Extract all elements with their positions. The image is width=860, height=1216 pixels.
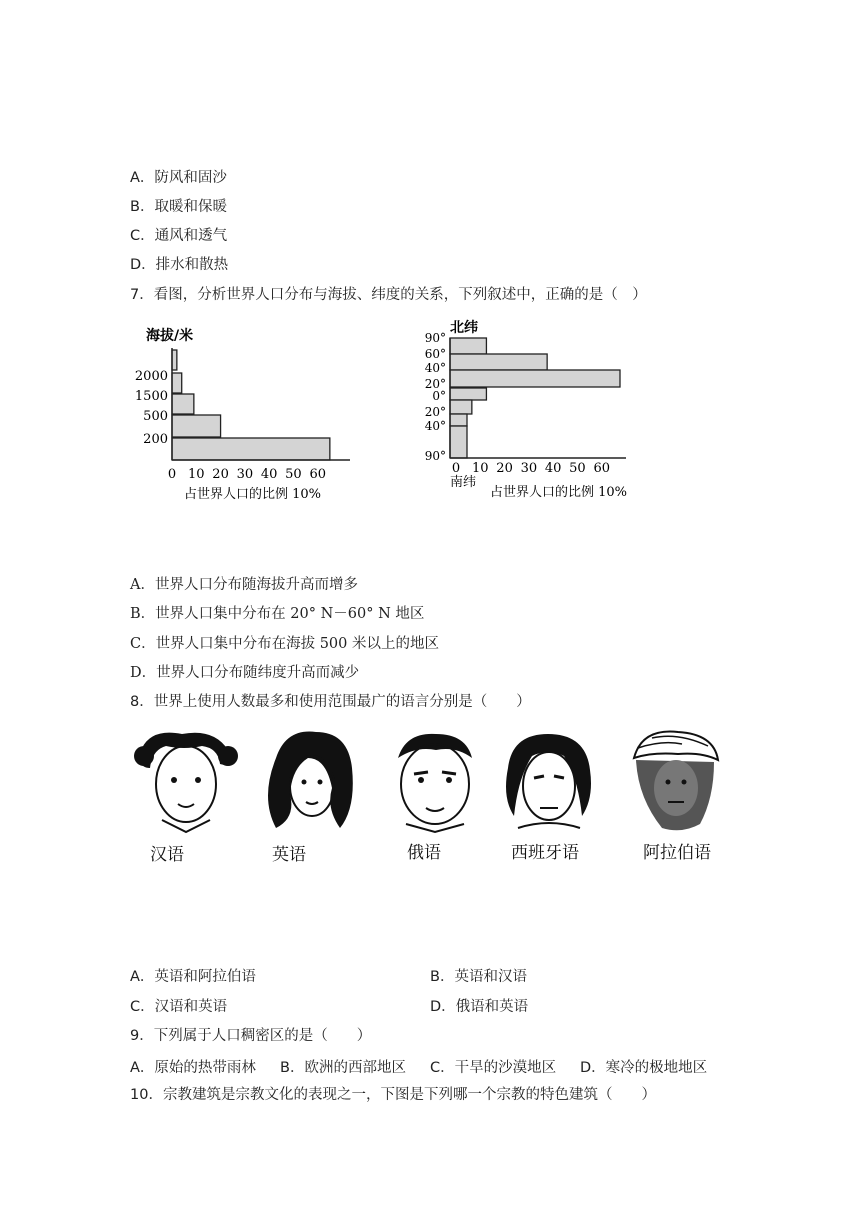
language-portraits xyxy=(126,728,726,836)
language-label-russian: 俄语 xyxy=(407,843,441,863)
latitude-ytick: 40° xyxy=(424,361,446,375)
q8-option-d: D．俄语和英语 xyxy=(430,999,529,1015)
q6-option-c: C．通风和透气 xyxy=(130,228,228,244)
language-label-spanish: 西班牙语 xyxy=(511,843,579,863)
altitude-xtick: 30 xyxy=(236,467,254,482)
portrait-chinese-girl xyxy=(134,733,238,832)
altitude-bar-2 xyxy=(172,394,194,414)
portrait-arab-man xyxy=(634,732,718,831)
q8-option-c: C．汉语和英语 xyxy=(130,999,228,1015)
q9-option-b: B．欧洲的西部地区 xyxy=(280,1060,406,1076)
altitude-tick-1500: 1500 xyxy=(134,389,168,404)
altitude-xtick: 20 xyxy=(212,467,229,482)
latitude-bar-1 xyxy=(450,354,547,370)
q7-option-a: A．世界人口分布随海拔升高而增多 xyxy=(130,577,358,593)
altitude-bar-3 xyxy=(172,415,221,437)
altitude-xtick: 50 xyxy=(285,467,302,482)
altitude-bar-1 xyxy=(172,373,182,393)
latitude-bar-6 xyxy=(450,426,467,458)
altitude-tick-200: 200 xyxy=(143,432,168,447)
altitude-tick-2000: 2000 xyxy=(134,369,168,384)
q6-option-a: A．防风和固沙 xyxy=(130,170,227,186)
latitude-chart-south-label: 南纬 xyxy=(450,475,477,490)
altitude-chart-ylabel: 海拔/米 xyxy=(146,328,194,344)
latitude-xtick: 10 xyxy=(472,461,489,476)
latitude-chart-ylabel: 北纬 xyxy=(450,320,478,336)
latitude-ytick: 60° xyxy=(424,347,446,361)
latitude-ytick: 40° xyxy=(424,419,446,433)
latitude-xtick: 40 xyxy=(544,461,562,476)
latitude-xtick: 30 xyxy=(520,461,538,476)
latitude-xtick: 0 xyxy=(451,461,461,476)
latitude-ytick: 0° xyxy=(432,389,446,403)
language-label-chinese: 汉语 xyxy=(150,845,184,865)
latitude-bar-2 xyxy=(450,370,620,387)
latitude-ytick: 90° xyxy=(424,331,446,345)
q6-option-d: D．排水和散热 xyxy=(130,257,229,273)
q7-option-c: C．世界人口集中分布在海拔 500 米以上的地区 xyxy=(130,636,439,652)
latitude-ytick: 20° xyxy=(424,405,446,419)
portrait-russian-boy xyxy=(398,734,472,832)
latitude-xtick: 20 xyxy=(496,461,513,476)
altitude-xtick: 40 xyxy=(260,467,278,482)
q9-stem: 9．下列属于人口稠密区的是（ ） xyxy=(130,1028,372,1044)
latitude-chart-xlabel: 占世界人口的比例 10% xyxy=(490,485,628,500)
q9-option-c: C．干旱的沙漠地区 xyxy=(430,1060,557,1076)
language-label-arabic: 阿拉伯语 xyxy=(643,843,711,863)
altitude-xtick: 0 xyxy=(167,467,177,482)
latitude-bar-4 xyxy=(450,400,472,414)
q8-option-b: B．英语和汉语 xyxy=(430,969,527,985)
q8-stem: 8．世界上使用人数最多和使用范围最广的语言分别是（ ） xyxy=(130,694,531,710)
altitude-tick-500: 500 xyxy=(143,409,168,424)
latitude-bar-0 xyxy=(450,338,486,354)
latitude-bar-3 xyxy=(450,388,486,400)
q7-option-d: D．世界人口分布随纬度升高而减少 xyxy=(130,665,360,681)
q10-stem: 10．宗教建筑是宗教文化的表现之一，下图是下列哪一个宗教的特色建筑（ ） xyxy=(130,1087,656,1103)
latitude-ytick: 90° xyxy=(424,449,446,463)
altitude-xtick: 60 xyxy=(309,467,326,482)
q9-option-a: A．原始的热带雨林 xyxy=(130,1060,256,1076)
q8-option-a: A．英语和阿拉伯语 xyxy=(130,969,256,985)
portrait-spanish-woman xyxy=(506,734,591,828)
altitude-chart-xlabel: 占世界人口的比例 10% xyxy=(184,487,322,502)
q7-stem: 7．看图，分析世界人口分布与海拔、纬度的关系，下列叙述中，正确的是（ ） xyxy=(130,287,647,303)
language-label-english: 英语 xyxy=(272,845,306,865)
portrait-english-woman xyxy=(268,732,353,828)
altitude-bar-4 xyxy=(172,438,330,460)
latitude-xtick: 60 xyxy=(593,461,610,476)
altitude-population-chart xyxy=(128,318,368,510)
latitude-population-chart xyxy=(418,318,658,510)
q7-option-b: B．世界人口集中分布在 20° N－60° N 地区 xyxy=(130,606,425,622)
latitude-xtick: 50 xyxy=(569,461,586,476)
q6-option-b: B．取暖和保暖 xyxy=(130,199,227,215)
altitude-xtick: 10 xyxy=(188,467,205,482)
latitude-ytick: 20° xyxy=(424,377,446,391)
latitude-bar-5 xyxy=(450,414,467,426)
q9-option-d: D．寒冷的极地地区 xyxy=(580,1060,708,1076)
